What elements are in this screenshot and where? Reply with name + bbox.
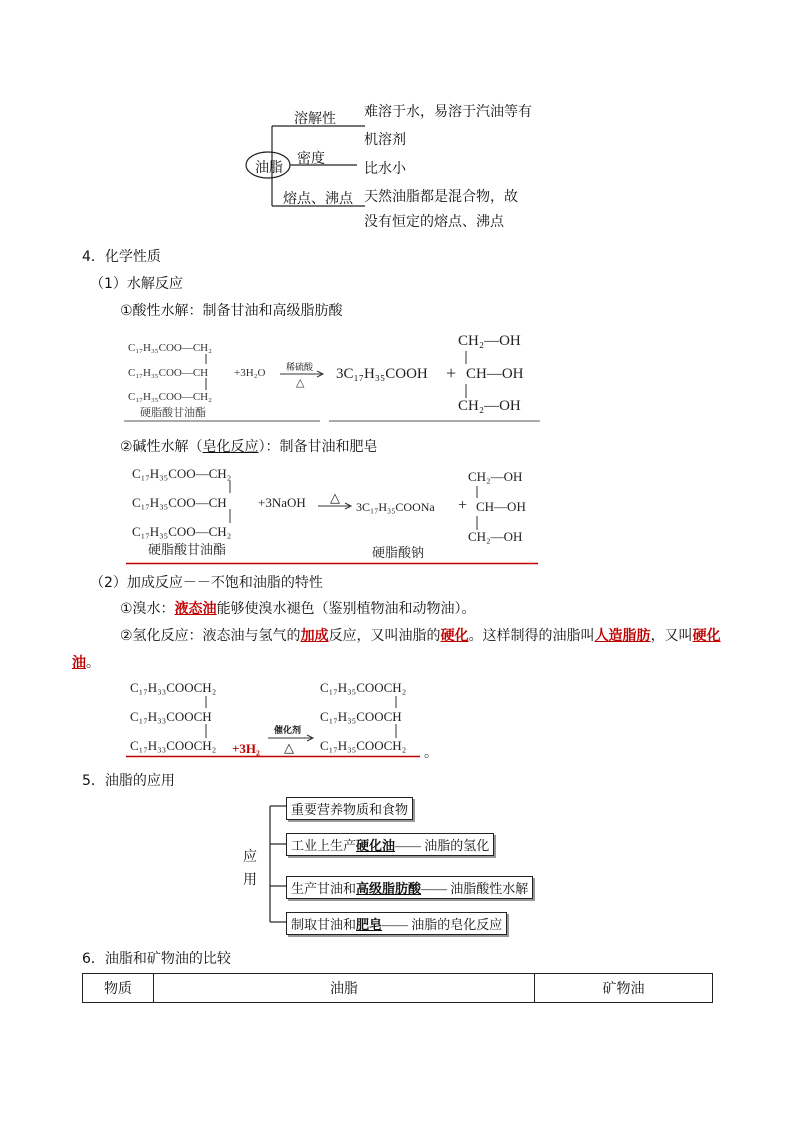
hydrolysis-subheading: （1）水解反应	[90, 276, 183, 292]
solubility-desc-2: 机溶剂	[364, 133, 406, 148]
app-item-2-pre: 工业上生产	[291, 838, 357, 853]
addition-subheading: （2）加成反应－－不饱和油脂的特性	[90, 575, 323, 591]
hydrogenation-line-2	[72, 652, 100, 672]
branch-label-density: 密度	[297, 152, 325, 167]
base-title-pre: ②碱性水解（	[120, 439, 203, 455]
hardening-term: 硬化	[440, 628, 469, 644]
liquid-oil-term: 液态油	[174, 601, 217, 617]
hydro-text-3: 。这样制得的油脂叫	[468, 628, 595, 644]
section-5-heading: 5．油脂的应用	[82, 773, 175, 789]
acid-glycerol-line-2: CH—OH	[466, 366, 524, 382]
comparison-table	[82, 973, 713, 1003]
acid-product-fatty-acid: 3C₁₇H₃₅COOH	[336, 366, 428, 382]
hydro-text-1: ②氢化反应：液态油与氢气的	[120, 628, 301, 644]
section-6-heading: 6．油脂和矿物油的比较	[82, 951, 231, 967]
bromine-line	[120, 598, 476, 618]
base-condition: △	[330, 490, 340, 505]
app-item-3-pre: 生产甘油和	[291, 881, 357, 896]
base-bond-lines	[224, 481, 236, 525]
table-row	[83, 974, 713, 1003]
melting-desc-1: 天然油脂都是混合物，故	[364, 190, 518, 205]
hydro-text-4: ，又叫	[650, 628, 693, 644]
acid-reactant-line-1: C₁₇H₃₅COO—CH₂	[128, 342, 212, 354]
app-item-4-bold: 肥皂	[356, 917, 383, 932]
application-root-char-1: 应	[243, 849, 257, 865]
density-desc: 比水小	[364, 162, 406, 177]
app-item-3-post: —— 油脂酸性水解	[421, 881, 529, 896]
saponification-term: 皂化反应	[202, 439, 259, 455]
hydro-left-line-3: C₁₇H₃₃COOCH₂	[130, 738, 217, 753]
hydro-right-line-3: C₁₇H₃₅COOCH₂	[320, 738, 407, 753]
base-glycerol-line-2: CH—OH	[476, 499, 526, 514]
table-header-mineral-oil: 矿物油	[535, 974, 713, 1003]
branch-label-melting: 熔点、沸点	[283, 192, 353, 207]
acid-glycerol-bonds	[460, 351, 472, 401]
base-reactant-line-1: C₁₇H₃₅COO—CH₂	[132, 466, 232, 481]
hydro-condition-bottom: △	[284, 740, 294, 755]
acid-glycerol-line-1: CH₂—OH	[458, 333, 521, 349]
app-item-1-text: 重要营养物质和食物	[291, 802, 409, 817]
base-product-name: 硬脂酸钠	[372, 545, 425, 560]
hydro-left-bonds	[200, 696, 212, 740]
artificial-fat-term: 人造脂肪	[594, 628, 651, 644]
app-item-2-post: —— 油脂的氢化	[395, 838, 490, 853]
hydro-end-mark: 。	[424, 745, 438, 761]
acid-reactant-line-2: C₁₇H₃₅COO—CH	[128, 367, 209, 379]
app-item-4-pre: 制取甘油和	[291, 917, 357, 932]
bromine-post: 能够使溴水褪色（鉴别植物油和动物油）。	[216, 601, 476, 617]
table-header-substance: 物质	[83, 974, 154, 1003]
application-box-hardened-oil	[286, 833, 494, 856]
hydro-left-line-2: C₁₇H₃₃COOCH	[130, 709, 212, 724]
acid-bond-lines	[200, 354, 212, 394]
hydro-right-line-1: C₁₇H₃₅COOCH₂	[320, 680, 407, 695]
addition-term: 加成	[300, 628, 329, 644]
bromine-pre: ①溴水：	[120, 601, 175, 617]
application-box-nutrition	[286, 797, 413, 820]
acid-water: +3H₂O	[234, 367, 266, 379]
section-4-heading: 4．化学性质	[82, 249, 161, 265]
hydro-text-5: 。	[86, 655, 100, 671]
hydro-text-2: 反应，又叫油脂的	[328, 628, 441, 644]
base-title-post: ）：制备甘油和肥皂	[258, 439, 378, 455]
hydro-right-bonds	[390, 696, 402, 740]
acid-underline	[124, 419, 544, 423]
hardened-oil-term-b: 油	[72, 655, 86, 671]
base-arrow-icon	[318, 502, 354, 510]
table-header-fat: 油脂	[154, 974, 535, 1003]
base-glycerol-bonds	[471, 486, 483, 532]
base-hydrolysis-title	[120, 436, 378, 456]
acid-reactant-line-3: C₁₇H₃₅COO—CH₂	[128, 391, 212, 403]
center-node-label: 油脂	[255, 161, 283, 176]
base-glycerol-line-3: CH₂—OH	[468, 529, 523, 544]
base-plus: +	[458, 497, 468, 514]
solubility-desc-1: 难溶于水，易溶于汽油等有	[364, 105, 532, 120]
base-reactant-name: 硬脂酸甘油酯	[148, 542, 227, 557]
application-root-char-2: 用	[243, 872, 257, 888]
application-box-soap	[286, 912, 507, 935]
branch-label-solubility: 溶解性	[294, 112, 336, 127]
acid-plus: +	[446, 363, 457, 383]
base-red-underline	[126, 562, 540, 565]
hydro-plus-h2: +3H₂	[232, 741, 260, 756]
hydro-right-line-2: C₁₇H₃₅COOCH	[320, 709, 402, 724]
acid-glycerol-line-3: CH₂—OH	[458, 398, 521, 414]
acid-reactant-name: 硬脂酸甘油酯	[140, 407, 206, 419]
app-item-3-bold: 高级脂肪酸	[356, 881, 422, 896]
base-product-soap: 3C₁₇H₃₅COONa	[356, 500, 435, 514]
app-item-4-post: —— 油脂的皂化反应	[382, 917, 503, 932]
hydro-left-line-1: C₁₇H₃₃COOCH₂	[130, 680, 217, 695]
acid-condition-bottom: △	[296, 377, 305, 389]
base-glycerol-line-1: CH₂—OH	[468, 469, 523, 484]
acid-hydrolysis-title: ①酸性水解：制备甘油和高级脂肪酸	[120, 303, 343, 319]
application-box-fatty-acid	[286, 876, 533, 899]
acid-condition-top: 稀硫酸	[286, 362, 314, 372]
app-item-2-bold: 硬化油	[356, 838, 396, 853]
hydrogenation-line-1	[120, 625, 721, 645]
hydro-condition-top: 催化剂	[274, 725, 302, 735]
base-naoh: +3NaOH	[258, 495, 306, 510]
hardened-oil-term-a: 硬化	[692, 628, 721, 644]
base-reactant-line-2: C₁₇H₃₅COO—CH	[132, 495, 227, 510]
hydro-red-underline	[126, 755, 422, 758]
base-reactant-line-3: C₁₇H₃₅COO—CH₂	[132, 524, 232, 539]
melting-desc-2: 没有恒定的熔点、沸点	[364, 215, 504, 230]
